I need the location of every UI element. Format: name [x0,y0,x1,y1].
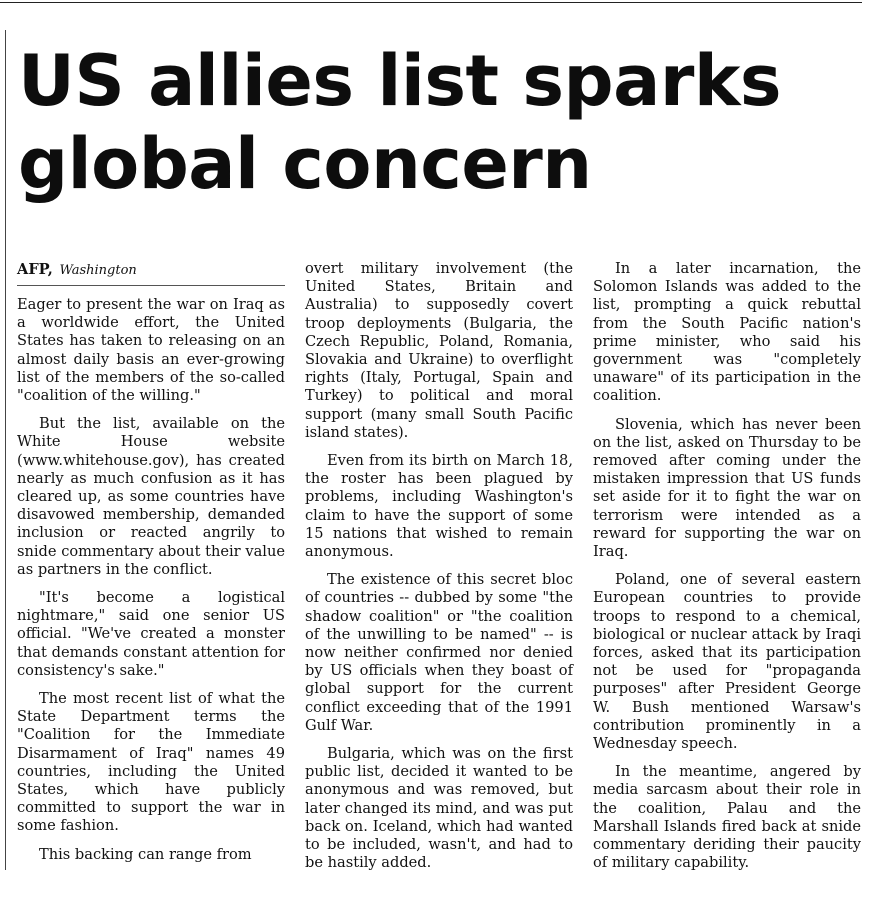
headline: US allies list sparks global concern [18,40,782,205]
paragraph: This backing can range from [39,845,252,863]
article-column-2 [305,260,573,883]
article-column-3 [593,260,861,883]
paragraph: overt military involvement (the United States, Britain and Australia) to supposedly covert troop deployments (Bulgaria, the Czech Republic, Poland, Romania, Slovakia and Ukraine) to overflight rights (Italy, Portugal, Spain and Turkey) to political and moral support (many small South Pacific island states). [305,260,573,441]
byline-agency: AFP, [17,261,53,278]
byline [17,260,285,286]
paragraph: "It's become a logistical nightmare," said one senior US official. "We've created a monster that demands constant attention for consistency's sake." [17,589,285,679]
paragraph: Even from its birth on March 18, the roster has been plagued by problems, including Washington's claim to have the support of some 15 nations that wished to remain anonymous. [305,452,573,561]
paragraph: Slovenia, which has never been on the list, asked on Thursday to be removed after coming under the mistaken impression that US funds set aside for it to fight the war on terrorism were intended as a reward for supporting the war on Iraq. [593,415,861,561]
article-column-1 [17,260,285,874]
paragraph: Poland, one of several eastern European countries to provide troops to respond to a chemical, biological or nuclear attack by Iraqi forces, asked that its participation not be used for "propaganda purposes" after President George W. Bush mentioned Warsaw's contribution prominently in a Wednesday speech. [593,571,861,753]
paragraph: Bulgaria, which was on the first public list, decided it wanted to be anonymous and was removed, but later changed its mind, and was put back on. Iceland, which had wanted to be included, wasn't, and had to be hastily added. [305,745,573,872]
left-rule [5,30,6,870]
paragraph: But the list, available on the White House website (www.whitehouse.gov), has created nearly as much confusion as it has cleared up, as some countries have disavowed membership, demanded inclusion or reacted angrily to snide commentary about their value as partners in the conflict. [17,415,285,578]
paragraph: The most recent list of what the State Department terms the "Coalition for the Immediate Disarmament of Iraq" names 49 countries, including the United States, which have publicly committed to support the war in some fashion. [17,690,285,835]
top-rule [0,2,862,3]
paragraph: In the meantime, angered by media sarcasm about their role in the coalition, Palau and the Marshall Islands fired back at snide commentary deriding their paucity of military capability. [593,763,861,872]
paragraph: In a later incarnation, the Solomon Islands was added to the list, prompting a quick rebuttal from the South Pacific nation's prime minister, who said his government was "completely unaware" of its participation in the coalition. [593,260,861,405]
paragraph: Eager to present the war on Iraq as a worldwide effort, the United States has taken to releasing on an almost daily basis an ever-growing list of the members of the so-called "coalition of the willing." [17,296,285,405]
paragraph: The existence of this secret bloc of countries -- dubbed by some "the shadow coalition" or "the coalition of the unwilling to be named" -- is now neither confirmed nor denied by US officials when they boast of global support for the current conflict exceeding that of the 1991 Gulf War. [305,571,573,734]
byline-place: Washington [59,263,137,278]
